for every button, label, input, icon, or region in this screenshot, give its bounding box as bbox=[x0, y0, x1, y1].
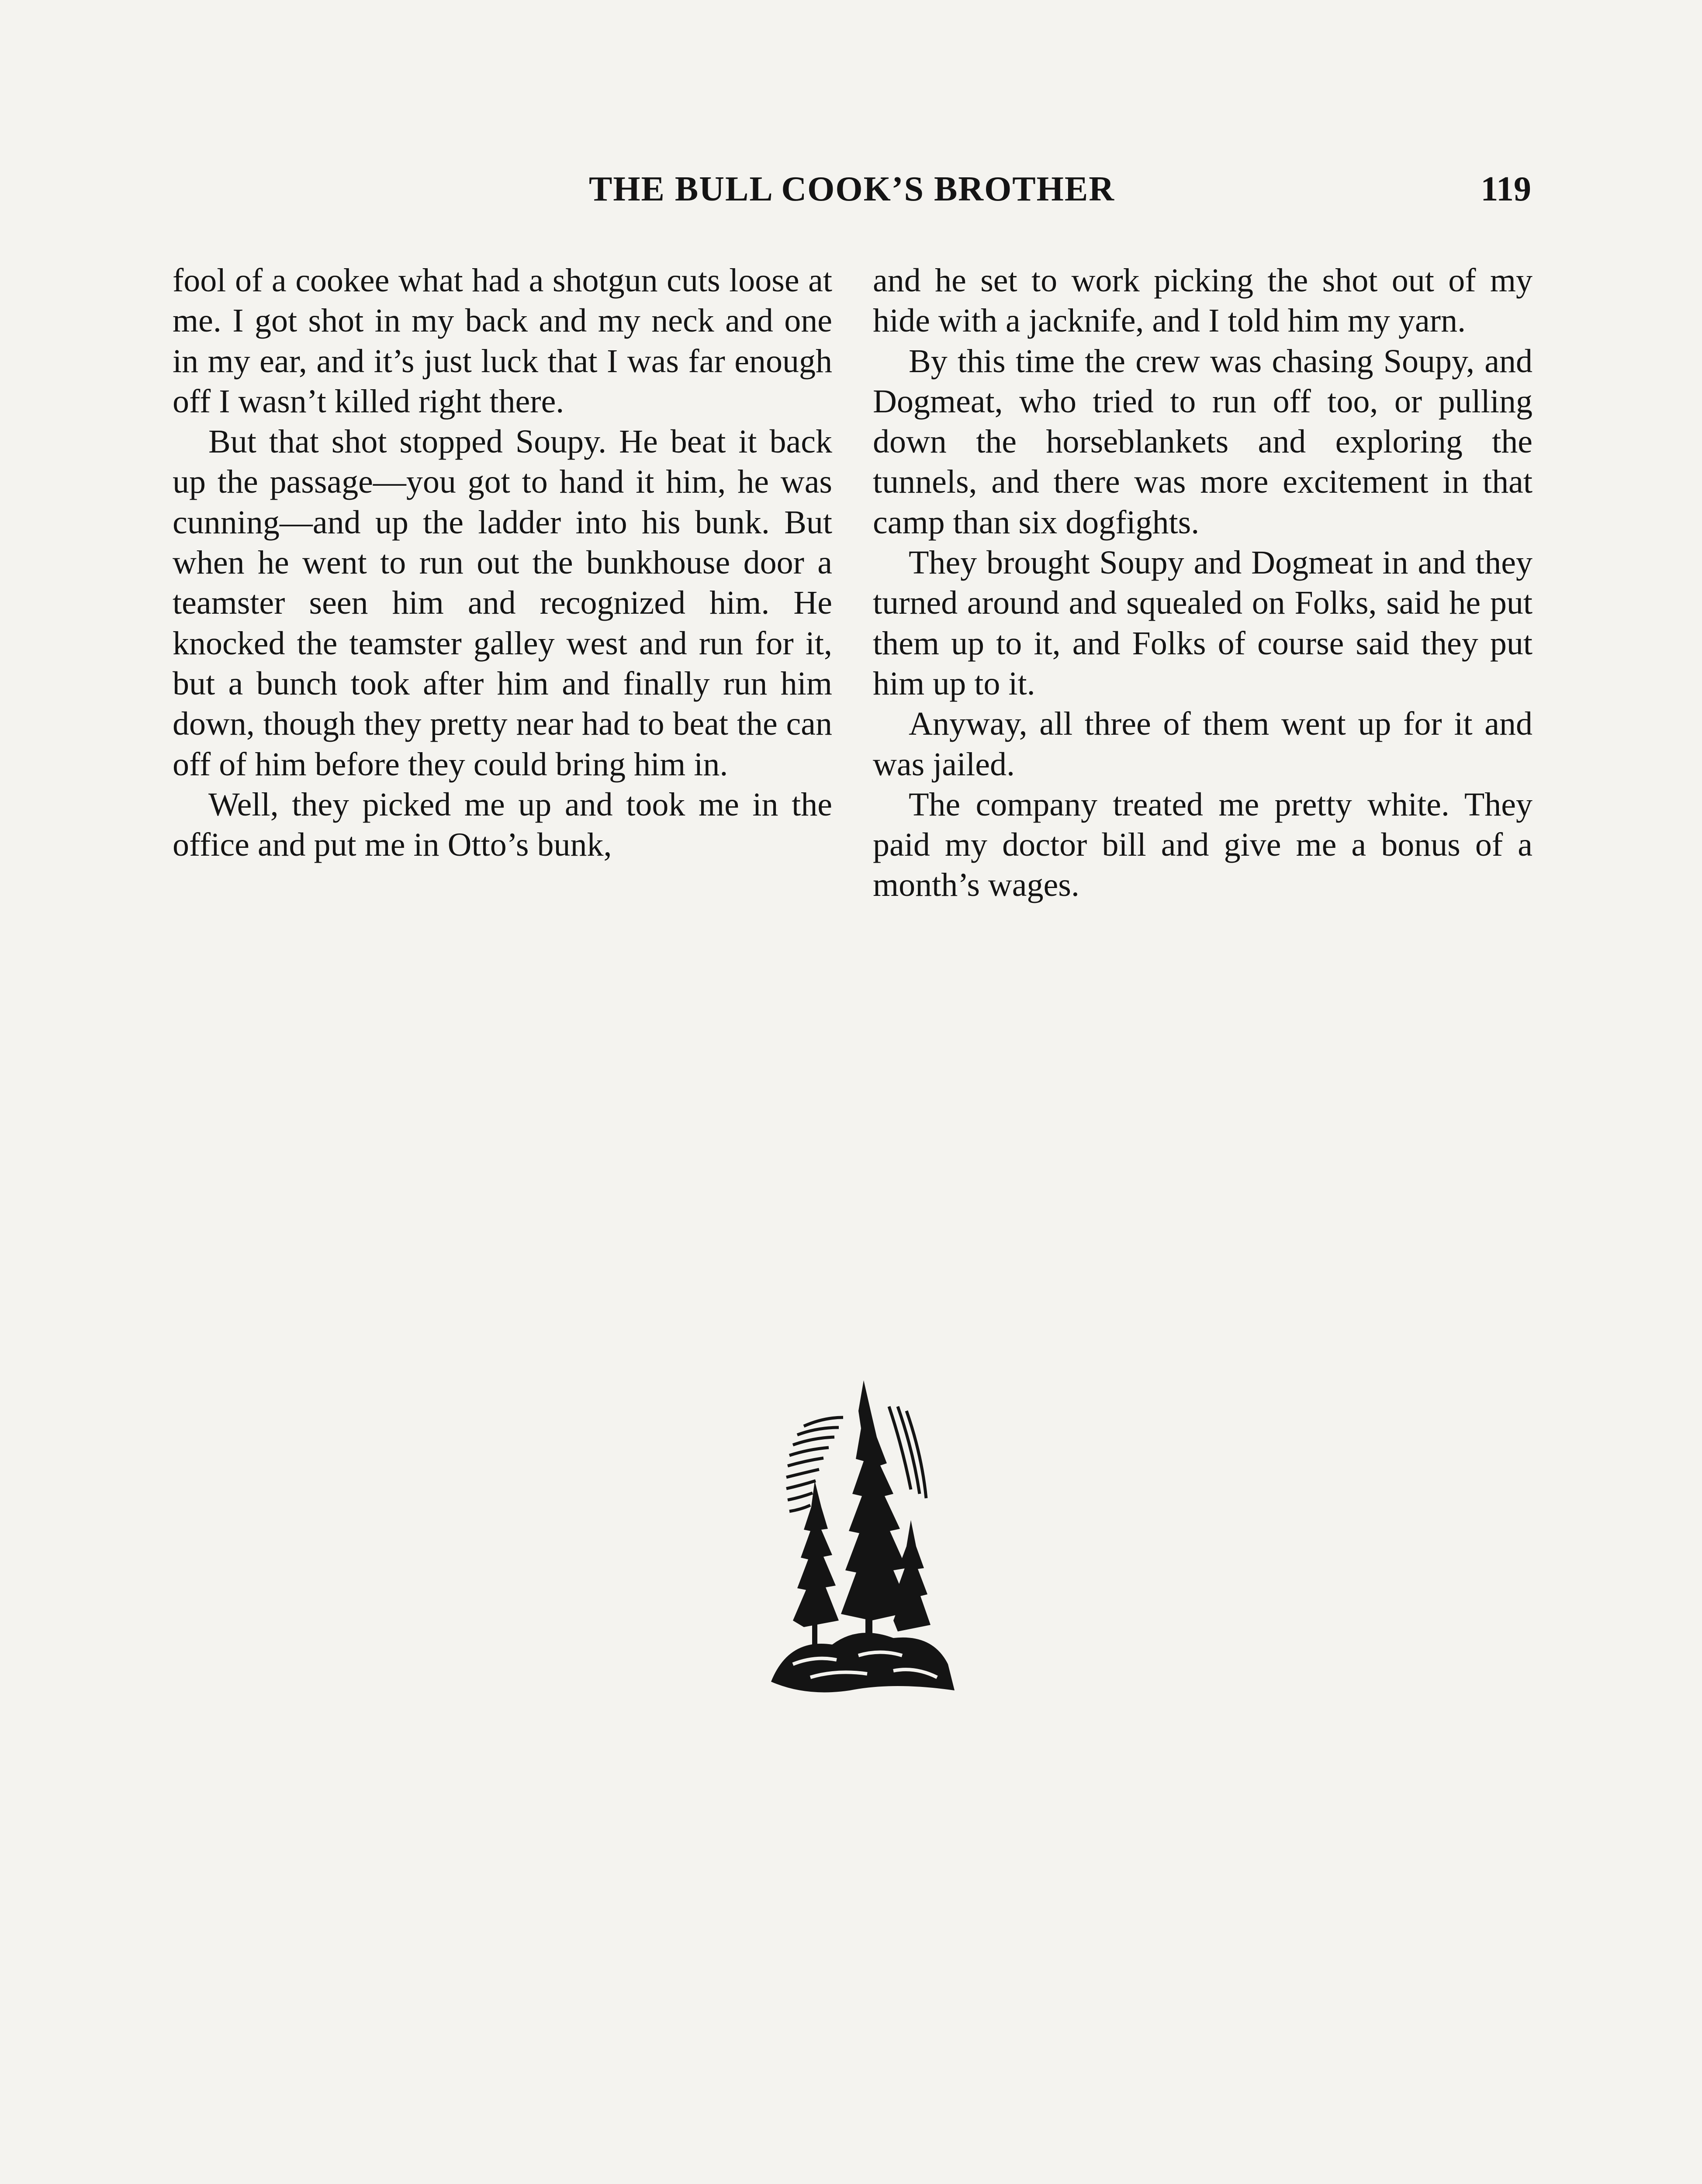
paragraph: They brought Soupy and Dogmeat in and they turned around and squealed on Folks, said he put them up to it, and Folks of course said they put him up to it. bbox=[873, 544, 1532, 702]
left-column bbox=[173, 260, 832, 865]
paragraph: fool of a cookee what had a shotgun cuts loose at me. I got shot in my back and my neck and one in my ear, and it’s just luck that I was far enough off I wasn’t killed right there. bbox=[173, 262, 832, 420]
pine-trees-woodcut-icon bbox=[762, 1376, 955, 1708]
paragraph: Well, they picked me up and took me in the office and put me in Otto’s bunk, bbox=[173, 786, 832, 864]
right-column bbox=[873, 260, 1532, 905]
paragraph: But that shot stopped Soupy. He beat it back up the passage—you got to hand it him, he was cunning—and up the ladder into his bunk. But when he went to run out the bunkhouse door a teamster seen him and recognized him. He knocked the teamster galley west and run for it, but a bunch took after him and finally run him down, though they pretty near had to beat the can off of him before they could bring him in. bbox=[173, 423, 832, 783]
paragraph: By this time the crew was chasing Soupy, and Dogmeat, who tried to run off too, or pulling down the horseblankets and exploring the tunnels, and there was more excitement in that camp than six dogfights. bbox=[873, 342, 1532, 541]
page-header bbox=[173, 169, 1531, 222]
running-title: THE BULL COOK’S BROTHER bbox=[588, 170, 1115, 208]
paragraph: Anyway, all three of them went up for it and was jailed. bbox=[873, 705, 1532, 783]
paragraph: The company treated me pretty white. They paid my doctor bill and give me a bonus of a month’s wages. bbox=[873, 786, 1532, 904]
page-number: 119 bbox=[1481, 170, 1531, 208]
paragraph: and he set to work picking the shot out of my hide with a jacknife, and I told him my yarn. bbox=[873, 262, 1532, 339]
